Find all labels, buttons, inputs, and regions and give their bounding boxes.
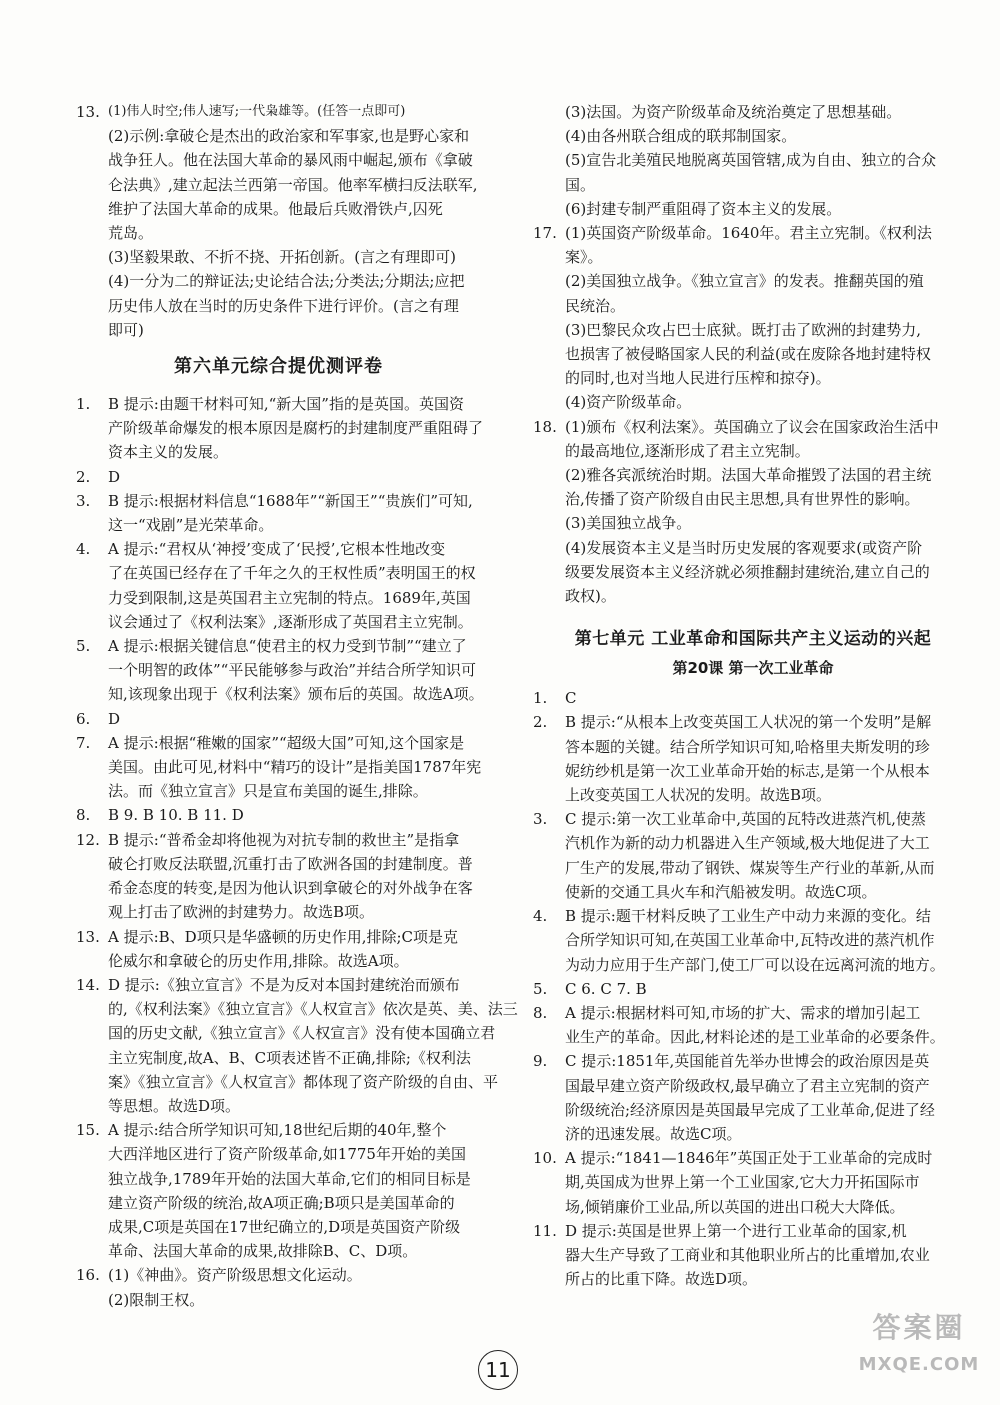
- answer-number: 2.: [76, 467, 91, 486]
- answer-line: (4)一分为二的辩证法;史论结合法;分类法;分期法;应把: [108, 272, 465, 291]
- answer-item: [76, 100, 481, 342]
- unit6-answers: [76, 392, 518, 1312]
- answer-line: 级要发展资本主义经济就必须推翻封建统治,建立自己的: [565, 562, 930, 581]
- answer-line: 器大生产导致了工商业和其他职业所占的比重增加,农业: [565, 1245, 930, 1264]
- answer-number: 4.: [533, 907, 548, 926]
- answer-line: 场,倾销廉价工业品,所以英国的进出口税大大降低。: [565, 1197, 905, 1216]
- answer-line: 使新的交通工具火车和汽船被发明。故选C项。: [565, 882, 877, 901]
- answer-line: A 提示:“君权从‘神授’变成了‘民授’,它根本性地改变: [108, 540, 446, 559]
- answer-line: (2)雅各宾派统治时期。法国大革命摧毁了法国的君主统: [565, 466, 932, 485]
- answer-line: D: [108, 709, 121, 728]
- answer-line: C 6. C 7. B: [565, 979, 647, 998]
- answer-item: [76, 489, 481, 537]
- watermark-text-top: 答案圈: [872, 1311, 966, 1344]
- watermark-text-bottom: MXQE.COM: [858, 1354, 980, 1375]
- answer-line: (2)美国独立战争。《独立宣言》的发表。推翻英国的殖: [565, 272, 924, 291]
- answer-line: B 9. B 10. B 11. D: [108, 806, 244, 825]
- answer-line: 合所学知识可知,在英国工业革命中,瓦特改进的蒸汽机作: [565, 931, 935, 950]
- answer-line: C 提示:第一次工业革命中,英国的瓦特改进蒸汽机,使蒸: [565, 810, 926, 829]
- answer-item: [76, 925, 481, 973]
- answer-number: 12.: [76, 830, 100, 849]
- answer-line: A 提示:“1841—1846年”英国正处于工业革命的完成时: [565, 1149, 933, 1168]
- answer-line: (1)英国资产阶级革命。1640年。君主立宪制。《权利法: [565, 224, 932, 243]
- answer-line: (1)《神曲》。资产阶级思想文化运动。: [108, 1266, 362, 1285]
- answer-line: 民统治。: [565, 296, 626, 315]
- lesson20-answers: [533, 686, 973, 1291]
- answer-item: [76, 465, 481, 489]
- answer-line: 产阶级革命爆发的根本原因是腐朽的封建制度严重阻碍了: [108, 419, 484, 438]
- answer-item: [533, 1049, 973, 1146]
- answer-line: 荒岛。: [108, 224, 154, 243]
- answer-line: (4)发展资本主义是当时历史发展的客观要求(或资产阶: [565, 538, 923, 557]
- answer-line: 资本主义的发展。: [108, 443, 229, 462]
- answer-number: 13.: [76, 103, 100, 121]
- answer-item: [533, 807, 973, 904]
- left-top-answers: [76, 100, 481, 342]
- right-column: [533, 100, 973, 1291]
- answer-line: 政权)。: [565, 587, 616, 606]
- answer-number: 5.: [76, 637, 91, 656]
- answer-item: [533, 100, 973, 221]
- answer-line: (2)示例:拿破仑是杰出的政治家和军事家,也是野心家和: [108, 127, 470, 146]
- answer-item: [533, 904, 973, 977]
- answer-line: A 提示:根据材料可知,市场的扩大、需求的增加引起工: [565, 1003, 921, 1022]
- answer-line: (3)巴黎民众攻占巴士底狱。既打击了欧洲的封建势力,: [565, 320, 922, 339]
- answer-line: 国。: [565, 175, 596, 194]
- answer-line: 的最高地位,逐渐形成了君主立宪制。: [565, 441, 810, 460]
- answer-line: 期,英国成为世界上第一个工业国家,它大力开拓国际市: [565, 1173, 920, 1192]
- answer-number: 14.: [76, 975, 100, 994]
- answer-line: 破仑打败反法联盟,沉重打击了欧洲各国的封建制度。普: [108, 854, 473, 873]
- answer-number: 8.: [76, 806, 91, 825]
- answer-line: 上改变英国工人状况的发明。故选B项。: [565, 786, 832, 805]
- answer-number: 9.: [533, 1052, 548, 1071]
- answer-line: 大西洋地区进行了资产阶级革命,如1775年开始的美国: [108, 1145, 466, 1164]
- unit7-title: 第七单元 工业革命和国际共产主义运动的兴起: [574, 629, 932, 650]
- answer-line: 国的历史文献,《独立宣言》《人权宣言》没有使本国确立君: [108, 1024, 496, 1043]
- answer-line: 汽机作为新的动力机器进入生产领域,极大地促进了大工: [565, 834, 930, 853]
- answer-line: 观上打击了欧洲的封建势力。故选B项。: [108, 903, 375, 922]
- answer-line: 厂生产的发展,带动了钢铁、煤炭等生产行业的革新,从而: [565, 858, 935, 877]
- answer-line: 战争狂人。他在法国大革命的暴风雨中崛起,颁布《拿破: [108, 151, 473, 170]
- answer-number: 15.: [76, 1121, 100, 1140]
- answer-line: B 提示:由题干材料可知,“新大国”指的是英国。英国资: [108, 395, 464, 414]
- answer-line: 也损害了被侵略国家人民的利益(或在废除各地封建特权: [565, 345, 931, 364]
- answer-line: (6)封建专制严重阻碍了资本主义的发展。: [565, 199, 842, 218]
- answer-number: 6.: [76, 709, 91, 728]
- page-number: 11: [478, 1350, 518, 1390]
- answer-number: 11.: [533, 1221, 557, 1240]
- answer-line: B 提示:根据材料信息“1688年”“新国王”“贵族们”可知,: [108, 491, 473, 510]
- answer-item: [76, 392, 484, 465]
- answer-line: (3)法国。为资产阶级革命及统治奠定了思想基础。: [565, 103, 902, 121]
- answer-line: 维护了法国大革命的成果。他最后兵败滑铁卢,囚死: [108, 199, 443, 218]
- answer-item: [76, 707, 481, 731]
- answer-item: [76, 973, 518, 1118]
- answer-line: 仑法典》,建立起法兰西第一帝国。他率军横扫反法联军,: [108, 175, 478, 194]
- answer-line: D 提示:《独立宣言》不是为反对本国封建统治而颁布: [108, 975, 460, 994]
- answer-line: (1)颁布《权利法案》。英国确立了议会在国家政治生活中: [565, 417, 939, 436]
- answer-item: [533, 710, 973, 807]
- answer-line: B 提示:题干材料反映了工业生产中动力来源的变化。结: [565, 907, 931, 926]
- answer-line: 建立资产阶级的统治,故A项正确;B项只是美国革命的: [108, 1193, 455, 1212]
- answer-line: 为动力应用于生产部门,使工厂可以设在远离河流的地方。: [565, 955, 945, 974]
- answer-line: D 提示:英国是世界上第一个进行工业革命的国家,机: [565, 1221, 907, 1240]
- answer-item: [533, 977, 973, 1001]
- answer-item: [76, 537, 481, 634]
- answer-number: 3.: [76, 491, 91, 510]
- watermark-logo: [848, 1306, 990, 1392]
- answer-line: A 提示:根据关键信息“使君主的权力受到节制”“建立了: [108, 637, 467, 656]
- answer-item: [533, 1219, 973, 1292]
- answer-line: (2)限制王权。: [108, 1290, 205, 1309]
- answer-line: C 提示:1851年,英国能首先举办世博会的政治原因是英: [565, 1052, 930, 1071]
- answer-line: 阶级统治;经济原因是英国最早完成了工业革命,促进了经: [565, 1100, 935, 1119]
- answer-number: 4.: [76, 540, 91, 559]
- answer-line: 业生产的革命。因此,材料论述的是工业革命的必要条件。: [565, 1028, 945, 1047]
- answer-line: 伦威尔和拿破仑的历史作用,排除。故选A项。: [108, 951, 409, 970]
- answer-line: 力受到限制,这是英国君主立宪制的特点。1689年,英国: [108, 588, 471, 607]
- answer-item: [533, 1146, 973, 1219]
- answer-number: 7.: [76, 733, 91, 752]
- answer-line: D: [108, 467, 121, 486]
- answer-line: (5)宣告北美殖民地脱离英国管辖,成为自由、独立的合众: [565, 151, 937, 170]
- answer-item: [76, 828, 481, 925]
- answer-line: 希金态度的转变,是因为他认识到拿破仑的对外战争在客: [108, 879, 473, 898]
- answer-line: 的同时,也对当地人民进行压榨和掠夺)。: [565, 369, 831, 388]
- answer-number: 17.: [533, 224, 557, 243]
- answer-item: [533, 686, 973, 710]
- answer-line: C: [565, 689, 577, 708]
- answer-number: 1.: [76, 395, 91, 414]
- answer-item: [76, 1118, 481, 1263]
- answer-line: 主立宪制度,故A、B、C项表述皆不正确,排除;《权利法: [108, 1048, 471, 1067]
- answer-line: 国最早建立资产阶级政权,最早确立了君主立宪制的资产: [565, 1076, 930, 1095]
- answer-line: 知,该现象出现于《权利法案》颁布后的英国。故选A项。: [108, 685, 484, 704]
- right-top-answers: [533, 100, 973, 608]
- lesson20-title: 第20课 第一次工业革命: [672, 659, 834, 678]
- answer-item: [533, 221, 973, 415]
- left-column: [76, 100, 518, 1312]
- answer-line: 所占的比重下降。故选D项。: [565, 1270, 758, 1289]
- answer-line: 法。而《独立宣言》只是宣布美国的诞生,排除。: [108, 782, 428, 801]
- answer-item: [76, 634, 484, 707]
- answer-item: [76, 731, 481, 804]
- answer-number: 16.: [76, 1266, 100, 1285]
- answer-number: 13.: [76, 927, 100, 946]
- answer-line: 治,传播了资产阶级自由民主思想,具有世界性的影响。: [565, 490, 920, 509]
- answer-line: 妮纺纱机是第一次工业革命开始的标志,是第一个从根本: [565, 761, 930, 780]
- answer-line: 案》。: [565, 248, 603, 267]
- answer-line: (4)资产阶级革命。: [565, 393, 692, 412]
- answer-number: 10.: [533, 1149, 557, 1168]
- answer-line: 这一“戏剧”是光荣革命。: [108, 516, 274, 535]
- answer-line: 美国。由此可见,材料中“精巧的设计”是指美国1787年宪: [108, 758, 482, 777]
- answer-line: A 提示:B、D项只是华盛顿的历史作用,排除;C项是克: [108, 927, 459, 946]
- answer-line: 案》《独立宣言》《人权宣言》都体现了资产阶级的自由、平: [108, 1072, 499, 1091]
- answer-line: B 提示:“从根本上改变英国工人状况的第一个发明”是解: [565, 713, 932, 732]
- answer-line: A 提示:结合所学知识可知,18世纪后期的40年,整个: [108, 1121, 447, 1140]
- answer-line: 成果,C项是英国在17世纪确立的,D项是英国资产阶级: [108, 1217, 461, 1236]
- answer-number: 8.: [533, 1003, 548, 1022]
- answer-line: (4)由各州联合组成的联邦制国家。: [565, 127, 797, 146]
- answer-line: 的,《权利法案》《独立宣言》《人权宣言》依次是英、美、法三: [108, 1000, 518, 1019]
- answer-line: A 提示:根据“稚嫩的国家”“超级大国”可知,这个国家是: [108, 733, 465, 752]
- answer-line: 一个明智的政体”“平民能够参与政治”并结合所学知识可: [108, 661, 477, 680]
- answer-line: 独立战争,1789年开始的法国大革命,它们的相同目标是: [108, 1169, 471, 1188]
- answer-item: [76, 803, 481, 827]
- answer-number: 2.: [533, 713, 548, 732]
- answer-number: 3.: [533, 810, 548, 829]
- answer-line: 历史伟人放在当时的历史条件下进行评价。(言之有理: [108, 296, 459, 315]
- answer-number: 5.: [533, 979, 548, 998]
- answer-item: [76, 1263, 481, 1311]
- answer-line: 即可): [108, 320, 144, 339]
- answer-number: 1.: [533, 689, 548, 708]
- answer-line: 革命、法国大革命的成果,故排除B、C、D项。: [108, 1242, 418, 1261]
- unit6-title: 第六单元综合提优测评卷: [174, 356, 383, 378]
- answer-item: [533, 1001, 973, 1049]
- answer-item: [533, 415, 973, 609]
- answer-line: B 提示:“普希金却将他视为对抗专制的救世主”是指拿: [108, 830, 460, 849]
- answer-line: 答本题的关键。结合所学知识可知,哈格里夫斯发明的珍: [565, 737, 930, 756]
- answer-line: 议会通过了《权利法案》,逐渐形成了英国君主立宪制。: [108, 612, 473, 631]
- answer-line: (3)美国独立战争。: [565, 514, 692, 533]
- answer-line: 等思想。故选D项。: [108, 1096, 241, 1115]
- answer-number: 18.: [533, 417, 557, 436]
- answer-line: (1)伟人时空;伟人速写;一代枭雄等。(任答一点即可): [108, 104, 406, 119]
- answer-line: 济的迅速发展。故选C项。: [565, 1124, 742, 1143]
- answer-line: (3)坚毅果敢、不折不挠、开拓创新。(言之有理即可): [108, 248, 456, 267]
- answer-line: 了在英国已经存在了千年之久的王权性质”表明国王的权: [108, 564, 476, 583]
